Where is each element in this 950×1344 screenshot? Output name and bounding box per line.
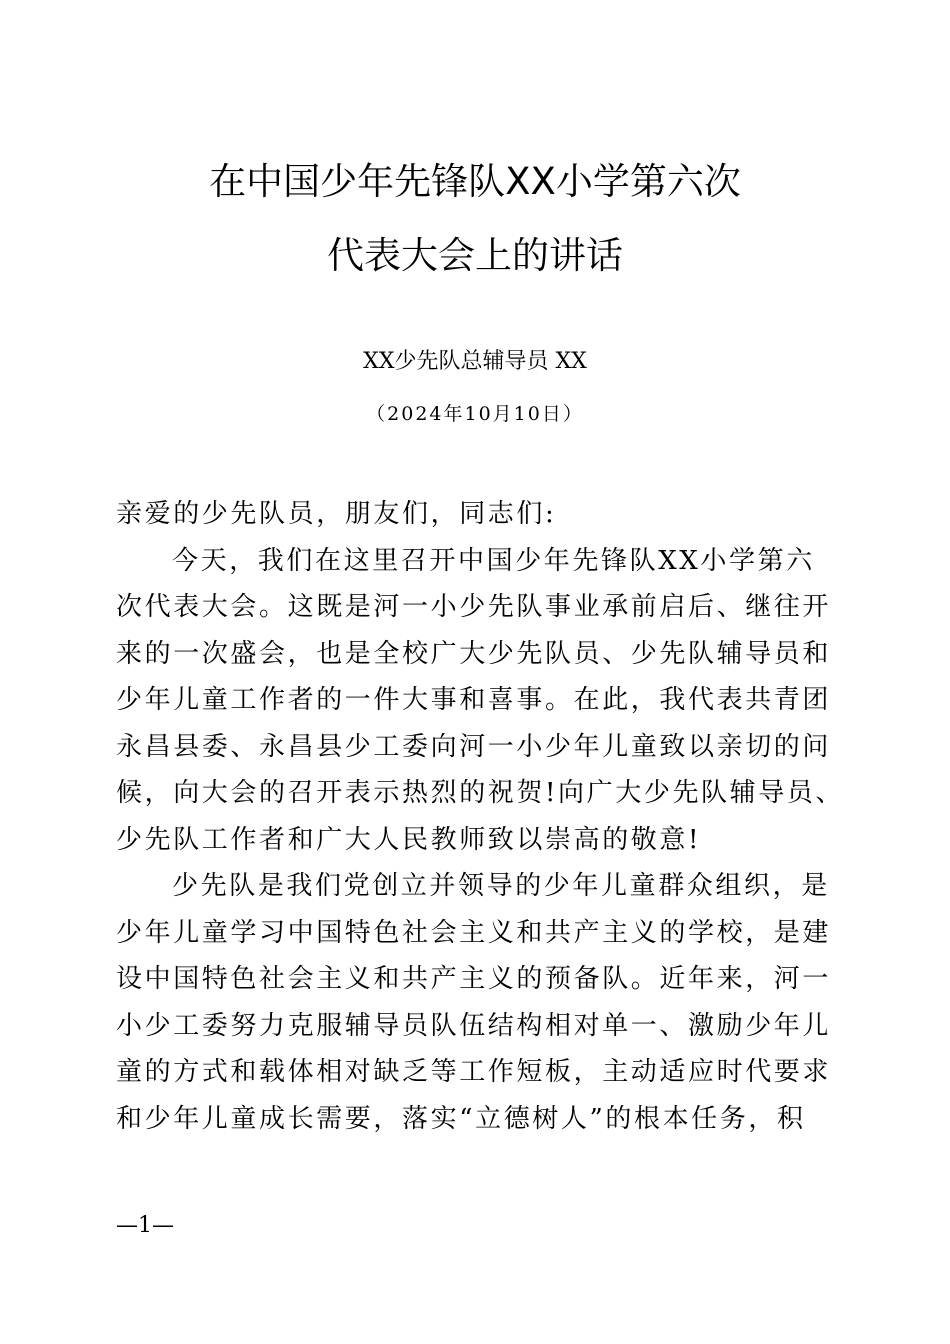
date-line: （2024年10月10日） (366, 403, 584, 425)
body-line: 次代表大会。这既是河一小少先队事业承前启后、继往开 (116, 592, 832, 622)
body-line: 候，向大会的召开表示热烈的祝贺!向广大少先队辅导员、 (116, 778, 845, 808)
body-line: 和少年儿童成长需要，落实“立德树人”的根本任务，积 (116, 1103, 806, 1134)
body-line: 少先队是我们党创立并领导的少年儿童群众组织，是 (172, 871, 830, 901)
author-line: XX少先队总辅导员 XX (363, 349, 587, 374)
salutation: 亲爱的少先队员，朋友们，同志们: (116, 499, 557, 529)
page-number: —1— (116, 1213, 174, 1238)
body-line: 童的方式和载体相对缺乏等工作短板，主动适应时代要求 (116, 1057, 832, 1087)
body-line: 永昌县委、永昌县少工委向河一小少年儿童致以亲切的问 (116, 731, 832, 762)
body-line: 设中国特色社会主义和共产主义的预备队。近年来，河一 (116, 964, 832, 994)
title-line-1: 在中国少年先锋队XX小学第六次 (209, 160, 741, 203)
body-line: 来的一次盛会，也是全校广大少先队员、少先队辅导员和 (116, 638, 832, 669)
body-line: 小少工委努力克服辅导员队伍结构相对单一、激励少年儿 (116, 1010, 832, 1041)
body-line: 少年儿童工作者的一件大事和喜事。在此，我代表共青团 (116, 685, 832, 715)
title-line-2: 代表大会上的讲话 (327, 234, 623, 277)
body-line: 少年儿童学习中国特色社会主义和共产主义的学校，是建 (116, 917, 832, 948)
body-line: 今天，我们在这里召开中国少年先锋队XX小学第六 (172, 545, 815, 576)
body-line: 少先队工作者和广大人民教师致以崇高的敬意! (116, 824, 702, 855)
body-text (116, 491, 845, 1142)
